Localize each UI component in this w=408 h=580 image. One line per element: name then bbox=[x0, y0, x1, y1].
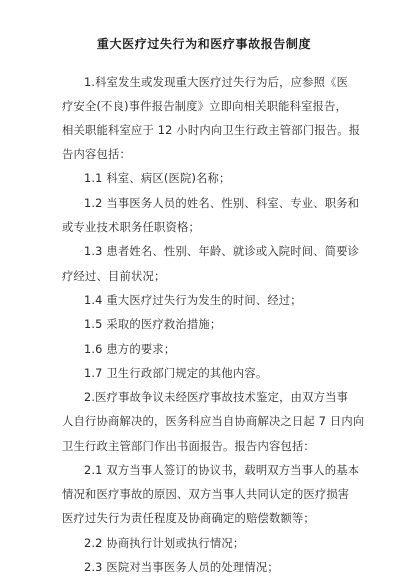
text-line-5: 1.1 科室、病区(医院)名称； bbox=[84, 172, 231, 185]
text-line-20: 2.2 协商执行计划或执行情况； bbox=[84, 537, 245, 550]
text-line-19: 医疗过失行为责任程度及协商确定的赔偿数额等； bbox=[62, 512, 315, 525]
text-line-1: 1.科室发生或发现重大医疗过失行为后，应参照《医 bbox=[84, 76, 349, 89]
text-line-6: 1.2 当事医务人员的姓名、性别、科室、专业、职务和 bbox=[84, 197, 360, 210]
text-line-7: 或专业技术职务任职资格； bbox=[62, 221, 200, 234]
text-line-13: 1.7 卫生行政部门规定的其他内容。 bbox=[84, 367, 268, 380]
text-line-2: 疗安全(不良)事件报告制度》立即向相关职能科室报告， bbox=[62, 100, 348, 113]
text-line-17: 2.1 双方当事人签订的协议书，载明双方当事人的基本 bbox=[84, 464, 360, 477]
text-line-14: 2.医疗事故争议未经医疗事故技术鉴定，由双方当事 bbox=[84, 391, 349, 404]
text-line-15: 人自行协商解决的，医务科应当自协商解决之日起 7 日内向 bbox=[62, 415, 365, 428]
text-line-21: 2.3 医院对当事医务人员的处理情况； bbox=[84, 561, 279, 574]
text-line-16: 卫生行政主管部门作出书面报告。报告内容包括： bbox=[62, 440, 315, 453]
text-line-9: 疗经过、目前状况； bbox=[62, 270, 166, 283]
text-line-4: 告内容包括： bbox=[62, 148, 131, 161]
text-line-12: 1.6 患方的要求； bbox=[84, 343, 176, 356]
text-line-8: 1.3 患者姓名、性别、年龄、就诊或入院时间、简要诊 bbox=[84, 245, 360, 258]
text-line-3: 相关职能科室应于 12 小时内向卫生行政主管部门报告。报 bbox=[62, 124, 361, 137]
text-line-11: 1.5 采取的医疗救治措施； bbox=[84, 318, 222, 331]
text-line-10: 1.4 重大医疗过失行为发生的时间、经过； bbox=[84, 294, 302, 307]
text-line-18: 情况和医疗事故的原因、双方当事人共同认定的医疗损害 bbox=[62, 488, 350, 501]
document-title: 重大医疗过失行为和医疗事故报告制度 bbox=[96, 37, 312, 51]
